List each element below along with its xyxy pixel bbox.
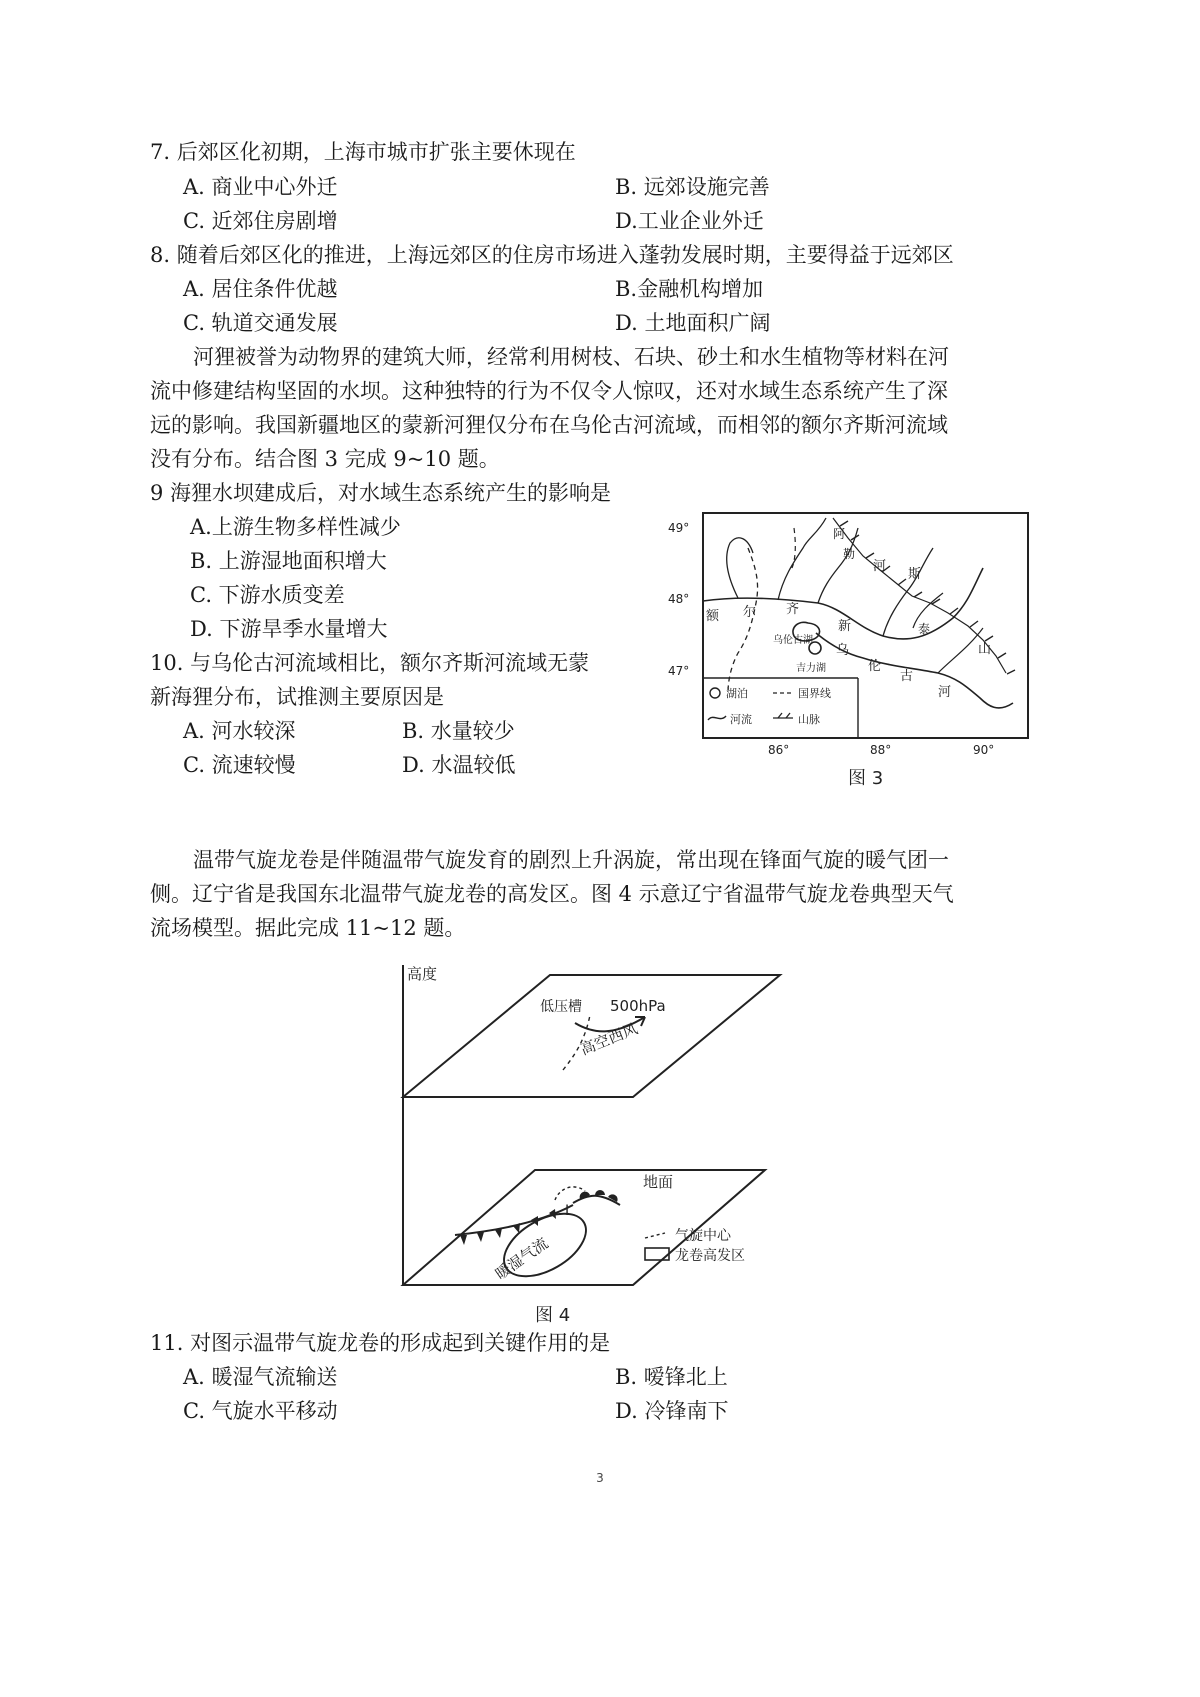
- label-xin: 新: [838, 619, 852, 634]
- border-line: [728, 548, 758, 693]
- q11-option-d: D. 冷锋南下: [615, 1399, 729, 1423]
- label-ulungur-lake: 乌伦古湖: [773, 635, 813, 646]
- q10-option-a: A. 河水较深: [183, 719, 296, 743]
- q8-stem: 8. 随着后郊区化的推进，上海远郊区的住房市场进入蓬勃发展时期，主要得益于远郊区: [150, 243, 954, 267]
- passage2-line3: 流场模型。据此完成 11~12 题。: [150, 916, 466, 940]
- passage1-line4: 没有分布。结合图 3 完成 9~10 题。: [150, 447, 500, 471]
- q9-stem: 9 海狸水坝建成后，对水域生态系统产生的影响是: [150, 481, 612, 505]
- q10-option-c: C. 流速较慢: [183, 753, 296, 777]
- tributary: [938, 628, 983, 673]
- label-shan: 山: [978, 642, 992, 657]
- q11-stem: 11. 对图示温带气旋龙卷的形成起到关键作用的是: [150, 1331, 611, 1355]
- label-le: 勒: [843, 547, 856, 561]
- tributary: [778, 518, 826, 600]
- q9-option-d: D. 下游旱季水量增大: [190, 617, 388, 641]
- q7-option-d: D.工业企业外迁: [615, 209, 764, 233]
- trough-label: 低压槽: [540, 999, 582, 1015]
- q10-stem-line1: 10. 与乌伦古河流域相比，额尔齐斯河流域无蒙: [150, 651, 590, 675]
- q7-stem: 7. 后郊区化初期，上海市城市扩张主要休现在: [150, 140, 576, 164]
- tributary: [727, 538, 753, 598]
- legend-river: 河流: [730, 713, 752, 726]
- q7-option-c: C. 近郊住房剧增: [183, 209, 338, 233]
- legend-center: 气旋中心: [675, 1228, 731, 1244]
- q8-option-a: A. 居住条件优越: [183, 277, 338, 301]
- westerly-label: 高空西风: [577, 1019, 641, 1059]
- lon-label-90: 90°: [973, 743, 995, 757]
- q9-option-a: A.上游生物多样性减少: [190, 515, 401, 539]
- lat-label-48: 48°: [668, 592, 690, 606]
- figure-3-map: [668, 508, 1038, 793]
- label-a: 阿: [833, 527, 846, 541]
- lat-label-47: 47°: [668, 664, 690, 678]
- label-e: 额: [706, 609, 720, 624]
- passage2-line2: 侧。辽宁省是我国东北温带气旋龙卷的高发区。图 4 示意辽宁省温带气旋龙卷典型天气: [150, 882, 954, 906]
- q7-option-b: B. 远郊设施完善: [615, 175, 770, 199]
- q9-option-b: B. 上游湿地面积增大: [190, 549, 387, 573]
- q8-option-c: C. 轨道交通发展: [183, 311, 338, 335]
- q10-option-b: B. 水量较少: [402, 719, 515, 743]
- height-label: 高度: [407, 965, 438, 983]
- low-label: L: [565, 1203, 573, 1219]
- label-gu: 古: [900, 669, 914, 684]
- legend-border: 国界线: [798, 687, 831, 700]
- label-si: 斯: [908, 567, 922, 582]
- q10-stem-line2: 新海狸分布，试推测主要原因是: [150, 685, 444, 709]
- legend-zone: 龙卷高发区: [675, 1248, 745, 1264]
- lat-label-49: 49°: [668, 521, 690, 535]
- figure-4-caption: 图 4: [535, 1305, 571, 1326]
- label-wu: 乌: [836, 643, 850, 658]
- passage2-line1: 温带气旋龙卷是伴随温带气旋发育的剧烈上升涡旋，常出现在锋面气旋的暖气团一: [193, 848, 949, 872]
- figure-4-diagram: [395, 955, 855, 1330]
- q8-option-d: D. 土地面积广阔: [615, 311, 771, 335]
- q11-option-a: A. 暖湿气流输送: [183, 1365, 338, 1389]
- lon-label-88: 88°: [870, 743, 892, 757]
- label-lun: 伦: [868, 659, 882, 674]
- cold-front: [455, 1205, 573, 1235]
- label-he-irtysh: 河: [873, 559, 887, 574]
- label-qi: 齐: [786, 602, 800, 617]
- passage1-line3: 远的影响。我国新疆地区的蒙新河狸仅分布在乌伦古河流域，而相邻的额尔齐斯河流域: [150, 413, 948, 437]
- page-number: 3: [596, 1471, 604, 1485]
- lon-label-86: 86°: [768, 743, 790, 757]
- legend-mountain-symbol: [778, 713, 790, 718]
- label-he-ulungur: 河: [938, 685, 952, 700]
- q7-option-a: A. 商业中心外迁: [183, 175, 338, 199]
- label-jili-lake: 吉力湖: [796, 663, 826, 674]
- legend-center-symbol: [645, 1233, 665, 1238]
- legend-lake-symbol: [710, 688, 720, 698]
- warm-moist-label: 暖湿气流: [491, 1234, 552, 1284]
- q8-option-b: B.金融机构增加: [615, 277, 764, 301]
- passage1-line2: 流中修建结构坚固的水坝。这种独特的行为不仅令人惊叹，还对水域生态系统产生了深: [150, 379, 948, 403]
- legend-lake: 湖泊: [726, 687, 748, 700]
- q10-option-d: D. 水温较低: [402, 753, 516, 777]
- passage1-line1: 河狸被誉为动物界的建筑大师，经常利用树枝、石块、砂土和水生植物等材料在河: [193, 345, 949, 369]
- q11-option-b: B. 嗳锋北上: [615, 1365, 728, 1389]
- figure-3-caption: 图 3: [848, 768, 884, 789]
- q11-option-c: C. 气旋水平移动: [183, 1399, 338, 1423]
- ground-label: 地面: [643, 1173, 674, 1191]
- label-er: 尔: [743, 605, 757, 620]
- label-tai: 泰: [918, 622, 931, 636]
- legend-zone-symbol: [645, 1248, 669, 1260]
- level-label: 500hPa: [610, 997, 666, 1015]
- q9-option-c: C. 下游水质变差: [190, 583, 345, 607]
- legend-river-symbol: [708, 716, 726, 720]
- legend-mountain: 山脉: [798, 713, 820, 726]
